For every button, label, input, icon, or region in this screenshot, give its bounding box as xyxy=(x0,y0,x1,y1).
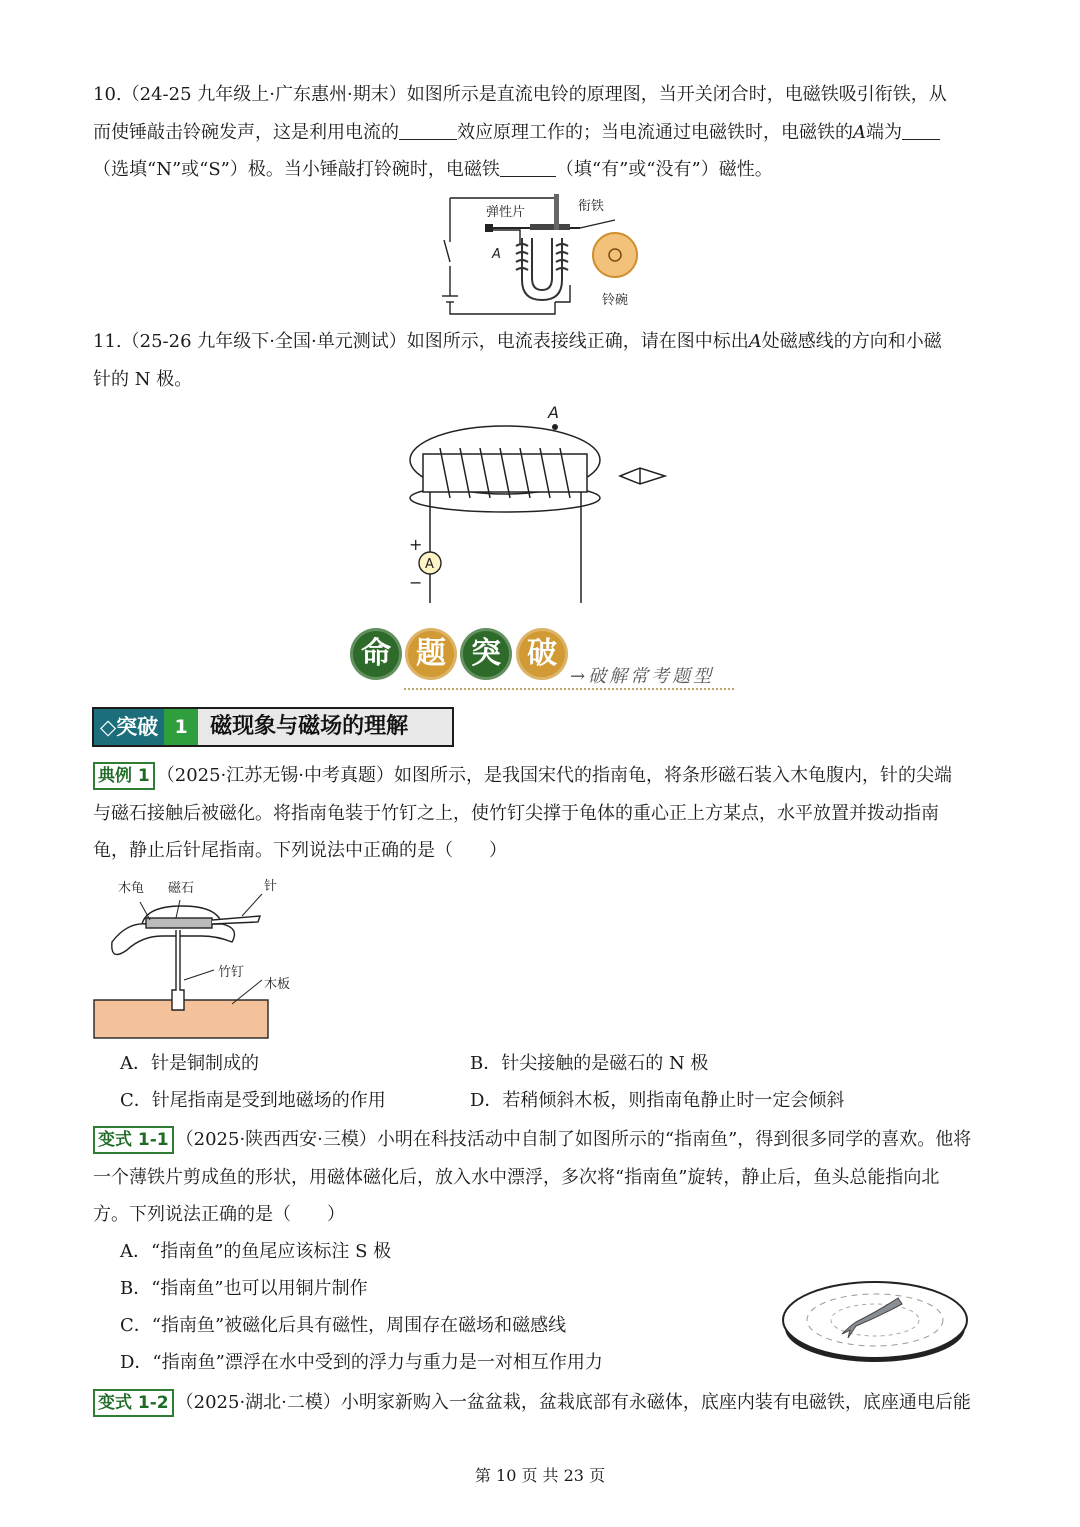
q11-number: 11. xyxy=(93,331,122,352)
page-footer: 第 10 页 共 23 页 xyxy=(474,1466,606,1485)
label-a-end: A xyxy=(492,247,501,262)
section-title: 磁现象与磁场的理解 xyxy=(198,709,452,745)
banner-underline xyxy=(404,688,734,690)
ammeter-icon: A xyxy=(425,557,434,572)
banner-char-1: 命 xyxy=(350,628,402,680)
label-bell: 铃碗 xyxy=(602,293,629,308)
banner-char-4: 破 xyxy=(516,628,568,680)
var11-option-a[interactable]: A．“指南鱼”的鱼尾应该标注 S 极 xyxy=(120,1241,392,1262)
label-board: 木板 xyxy=(264,977,291,992)
q10-line3: （选填“N”或“S”）极。当小锤敲打铃碗时，电磁铁 （填“有”或“没有”）磁性。 xyxy=(93,151,993,189)
q10-line1: 10.（24-25 九年级上·广东惠州·期末）如图所示是直流电铃的原理图，当开关闭合时，电磁铁吸引衔铁，从 xyxy=(93,84,947,105)
electric-bell-diagram xyxy=(430,190,670,320)
compass-turtle-diagram xyxy=(92,872,307,1042)
ex1-line2: 与磁石接触后被磁化。将指南龟装于竹钉之上，使竹钉尖撑于龟体的重心正上方某点，水平放置并拨动指南 xyxy=(93,803,939,824)
blank-3[interactable] xyxy=(500,156,556,177)
compass-fish-diagram xyxy=(780,1276,970,1366)
var11-line3: 方。下列说法正确的是（ ） xyxy=(93,1204,345,1225)
var11-option-c[interactable]: C．“指南鱼”被磁化后具有磁性，周围存在磁场和磁感线 xyxy=(120,1315,567,1336)
banner-char-3: 突 xyxy=(460,628,512,680)
example-tag: 典例 1 xyxy=(93,762,155,790)
label-needle: 针 xyxy=(264,879,278,894)
blank-1[interactable] xyxy=(399,119,457,140)
q10-number: 10. xyxy=(93,84,122,105)
ex1-line3: 龟，静止后针尾指南。下列说法中正确的是（ ） xyxy=(93,840,507,861)
q10-line2: 而使锤敲击铃碗发声，这是利用电流的 效应原理工作的；当电流通过电磁铁时，电磁铁的A端为 xyxy=(93,114,993,152)
q11-line1: 11.（25-26 九年级下·全国·单元测试）如图所示，电流表接线正确，请在图中标出A处磁感线的方向和小磁 xyxy=(93,331,942,352)
variant-tag-1-1: 变式 1-1 xyxy=(93,1126,174,1154)
label-spring: 弹性片 xyxy=(486,205,526,220)
ex1-option-c[interactable]: C．针尾指南是受到地磁场的作用 xyxy=(120,1090,386,1111)
section-number: 1 xyxy=(164,709,198,745)
ex1-option-b[interactable]: B．针尖接触的是磁石的 N 极 xyxy=(470,1053,709,1074)
blank-2[interactable] xyxy=(902,119,940,140)
ex1-line1: 典例 1 （2025·江苏无锡·中考真题）如图所示，是我国宋代的指南龟，将条形磁石装入木龟腹内，针的尖端 xyxy=(93,757,993,795)
var12-line1: 变式 1-2 （2025·湖北·二模）小明家新购入一盆盆栽，盆栽底部有永磁体，底座内装有电磁铁，底座通电后能 xyxy=(93,1384,993,1422)
solenoid-diagram xyxy=(395,398,685,613)
ex1-option-d[interactable]: D．若稍倾斜木板，则指南龟静止时一定会倾斜 xyxy=(470,1090,845,1111)
label-magnet: 磁石 xyxy=(168,881,195,896)
variant-tag-1-2: 变式 1-2 xyxy=(93,1389,174,1417)
var11-line2: 一个薄铁片剪成鱼的形状，用磁体磁化后，放入水中漂浮，多次将“指南鱼”旋转，静止后，鱼头总能指向北 xyxy=(93,1167,940,1188)
var11-line1: 变式 1-1 （2025·陕西西安·三模）小明在科技活动中自制了如图所示的“指南鱼”，得到很多同学的喜欢。他将 xyxy=(93,1121,993,1159)
ex1-option-a[interactable]: A．针是铜制成的 xyxy=(120,1053,259,1074)
section-header xyxy=(92,707,454,747)
var11-option-d[interactable]: D．“指南鱼”漂浮在水中受到的浮力与重力是一对相互作用力 xyxy=(120,1352,603,1373)
banner-char-2: 题 xyxy=(405,628,457,680)
banner-subtitle: →破解常考题型 xyxy=(570,666,715,687)
q11-line2: 针的 N 极。 xyxy=(93,369,193,390)
section-prefix: ◇突破 xyxy=(94,709,164,745)
var11-option-b[interactable]: B．“指南鱼”也可以用铜片制作 xyxy=(120,1278,368,1299)
label-plus: + xyxy=(409,535,423,554)
label-armature: 衔铁 xyxy=(578,199,605,214)
label-point-a: A xyxy=(548,403,559,422)
label-bamboo-nail: 竹钉 xyxy=(218,965,245,980)
label-turtle: 木龟 xyxy=(118,881,145,896)
label-minus: − xyxy=(409,573,423,592)
